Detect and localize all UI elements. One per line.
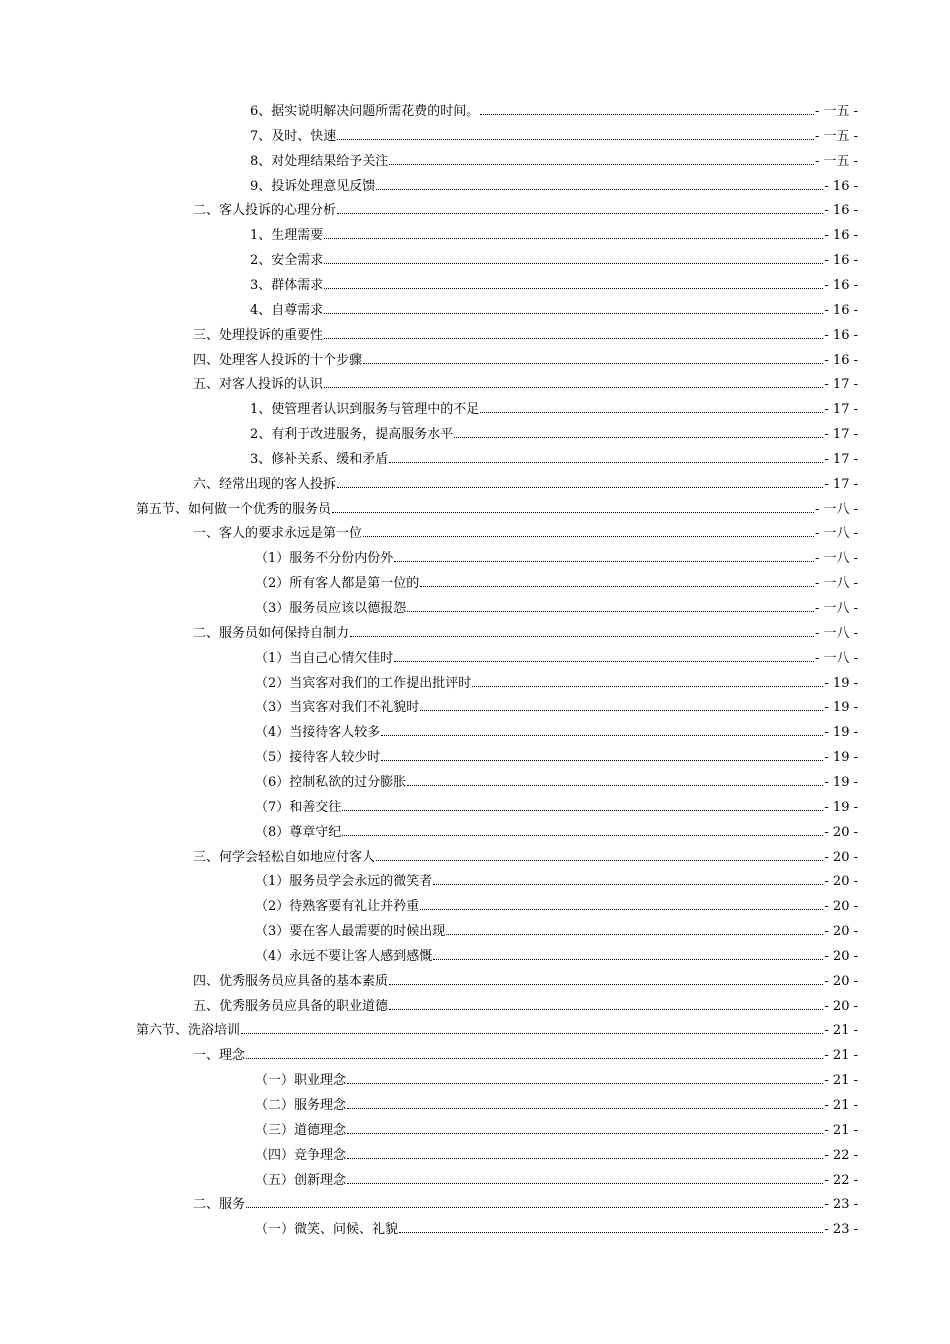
toc-entry-title: （6）控制私欲的过分膨胀: [255, 775, 407, 790]
toc-entry[interactable]: [136, 1020, 858, 1038]
toc-entry[interactable]: [255, 697, 858, 715]
toc-entry[interactable]: [250, 225, 858, 243]
toc-entry-title: 9、投诉处理意见反馈: [250, 179, 376, 194]
toc-entry[interactable]: [136, 499, 858, 517]
toc-dot-leader: [472, 685, 823, 687]
toc-entry-page-number: - 19 -: [824, 725, 858, 740]
toc-entry-page-number: - 21 -: [824, 1098, 858, 1113]
toc-entry-title: （7）和善交往: [255, 800, 342, 815]
toc-entry-page-number: - 23 -: [824, 1197, 858, 1212]
toc-dot-leader: [324, 287, 823, 289]
toc-entry-title: （2）所有客人都是第一位的: [255, 576, 420, 591]
toc-entry-title: 六、经常出现的客人投拆: [193, 477, 337, 492]
toc-entry[interactable]: [250, 300, 858, 318]
toc-dot-leader: [347, 1082, 823, 1084]
toc-entry-page-number: - 21 -: [824, 1023, 858, 1038]
toc-dot-leader: [337, 138, 814, 140]
toc-dot-leader: [376, 188, 823, 190]
toc-entry-title: 6、据实说明解决问题所需花费的时间。: [250, 104, 480, 119]
toc-dot-leader: [241, 1032, 823, 1034]
toc-entry[interactable]: [255, 797, 858, 815]
toc-entry[interactable]: [193, 350, 858, 368]
toc-entry[interactable]: [255, 772, 858, 790]
toc-dot-leader: [420, 709, 823, 711]
toc-dot-leader: [350, 635, 814, 637]
toc-entry[interactable]: [250, 424, 858, 442]
toc-dot-leader: [324, 312, 823, 314]
toc-entry-page-number: - 20 -: [824, 825, 858, 840]
toc-entry-title: 一、客人的要求永远是第一位: [193, 526, 363, 541]
toc-entry[interactable]: [250, 250, 858, 268]
toc-dot-leader: [389, 163, 814, 165]
toc-entry-title: 4、自尊需求: [250, 303, 324, 318]
toc-entry-title: （二）服务理念: [255, 1098, 347, 1113]
toc-entry-page-number: - 20 -: [824, 924, 858, 939]
toc-dot-leader: [337, 212, 823, 214]
toc-entry-page-number: - 17 -: [824, 477, 858, 492]
toc-entry[interactable]: [255, 648, 858, 666]
toc-entry-page-number: - 22 -: [824, 1173, 858, 1188]
toc-entry-title: 四、处理客人投诉的十个步骤: [193, 353, 363, 368]
toc-entry-title: （3）当宾客对我们不礼貌时: [255, 700, 420, 715]
toc-entry[interactable]: [255, 548, 858, 566]
toc-entry[interactable]: [250, 399, 858, 417]
toc-entry[interactable]: [255, 946, 858, 964]
toc-entry-title: （8）尊章守纪: [255, 825, 342, 840]
toc-dot-leader: [324, 337, 823, 339]
toc-dot-leader: [342, 809, 823, 811]
toc-entry-page-number: - 16 -: [824, 278, 858, 293]
toc-entry-page-number: - 20 -: [824, 999, 858, 1014]
toc-entry-page-number: - 19 -: [824, 700, 858, 715]
toc-dot-leader: [376, 859, 823, 861]
toc-entry-page-number: - 16 -: [824, 228, 858, 243]
toc-dot-leader: [420, 585, 814, 587]
toc-dot-leader: [381, 734, 823, 736]
toc-entry-title: 第六节、洗浴培训: [136, 1023, 241, 1038]
toc-entry-title: 2、有利于改进服务，提高服务水平: [250, 427, 454, 442]
toc-entry[interactable]: [255, 1120, 858, 1138]
toc-entry-title: 7、及时、快速: [250, 129, 337, 144]
toc-entry-page-number: - 17 -: [824, 402, 858, 417]
toc-entry[interactable]: [255, 722, 858, 740]
toc-dot-leader: [246, 1206, 823, 1208]
toc-entry-page-number: - 21 -: [824, 1048, 858, 1063]
toc-entry[interactable]: [255, 921, 858, 939]
toc-dot-leader: [480, 411, 823, 413]
toc-entry-page-number: - 一八 -: [814, 601, 858, 616]
toc-entry-title: 五、优秀服务员应具备的职业道德: [193, 999, 389, 1014]
toc-entry-title: 2、安全需求: [250, 253, 324, 268]
toc-entry-page-number: - 一五 -: [814, 104, 858, 119]
toc-entry[interactable]: [193, 971, 858, 989]
toc-entry[interactable]: [193, 474, 858, 492]
toc-entry-page-number: - 23 -: [824, 1222, 858, 1237]
toc-entry-page-number: - 19 -: [824, 676, 858, 691]
toc-entry-page-number: - 16 -: [824, 328, 858, 343]
toc-dot-leader: [363, 362, 823, 364]
toc-entry-page-number: - 16 -: [824, 353, 858, 368]
toc-entry-page-number: - 16 -: [824, 203, 858, 218]
toc-entry-page-number: - 一八 -: [814, 626, 858, 641]
toc-dot-leader: [446, 933, 823, 935]
toc-dot-leader: [399, 1231, 823, 1233]
toc-entry-page-number: - 20 -: [824, 949, 858, 964]
toc-entry[interactable]: [250, 275, 858, 293]
toc-entry-title: （一）微笑、问候、礼貌: [255, 1222, 399, 1237]
toc-entry-title: 三、何学会轻松自如地应付客人: [193, 850, 376, 865]
toc-dot-leader: [363, 535, 814, 537]
toc-entry-title: 二、服务员如何保持自制力: [193, 626, 350, 641]
toc-entry-page-number: - 17 -: [824, 427, 858, 442]
toc-entry-title: （4）当接待客人较多: [255, 725, 381, 740]
toc-entry-page-number: - 一五 -: [814, 129, 858, 144]
toc-entry[interactable]: [255, 1219, 858, 1237]
toc-entry[interactable]: [250, 126, 858, 144]
toc-entry[interactable]: [255, 573, 858, 591]
toc-entry-page-number: - 21 -: [824, 1073, 858, 1088]
toc-dot-leader: [337, 486, 823, 488]
toc-entry-page-number: - 19 -: [824, 775, 858, 790]
toc-entry[interactable]: [255, 871, 858, 889]
toc-entry-title: （5）接待客人较少时: [255, 750, 381, 765]
toc-entry-title: （4）永远不要让客人感到感慨: [255, 949, 433, 964]
toc-dot-leader: [324, 237, 823, 239]
toc-dot-leader: [324, 386, 823, 388]
toc-dot-leader: [347, 1132, 823, 1134]
toc-entry[interactable]: [193, 200, 858, 218]
toc-entry[interactable]: [250, 176, 858, 194]
toc-entry-page-number: - 20 -: [824, 899, 858, 914]
toc-entry[interactable]: [250, 449, 858, 467]
toc-entry-title: 1、使管理者认识到服务与管理中的不足: [250, 402, 480, 417]
toc-entry-title: （一）职业理念: [255, 1073, 347, 1088]
toc-dot-leader: [407, 610, 814, 612]
toc-entry-page-number: - 21 -: [824, 1123, 858, 1138]
toc-entry-title: （2）待熟客要有礼让并矜重: [255, 899, 420, 914]
toc-entry[interactable]: [255, 822, 858, 840]
toc-dot-leader: [381, 759, 823, 761]
toc-dot-leader: [480, 113, 814, 115]
toc-entry-title: （1）服务员学会永远的微笑者: [255, 874, 433, 889]
toc-entry[interactable]: [255, 747, 858, 765]
toc-dot-leader: [347, 1107, 823, 1109]
toc-entry[interactable]: [193, 374, 858, 392]
toc-entry[interactable]: [255, 1145, 858, 1163]
toc-dot-leader: [347, 1182, 823, 1184]
toc-dot-leader: [332, 511, 814, 513]
toc-entry-title: （2）当宾客对我们的工作提出批评时: [255, 676, 472, 691]
toc-entry[interactable]: [193, 523, 858, 541]
toc-entry-title: （三）道德理念: [255, 1123, 347, 1138]
toc-entry-title: 三、处理投诉的重要性: [193, 328, 324, 343]
toc-dot-leader: [407, 784, 823, 786]
toc-dot-leader: [433, 883, 823, 885]
toc-entry[interactable]: [255, 896, 858, 914]
toc-entry[interactable]: [193, 325, 858, 343]
toc-entry[interactable]: [255, 673, 858, 691]
toc-entry[interactable]: [193, 996, 858, 1014]
toc-entry-page-number: - 20 -: [824, 850, 858, 865]
toc-dot-leader: [342, 834, 823, 836]
toc-entry-page-number: - 一八 -: [814, 526, 858, 541]
toc-entry-title: 3、修补关系、缓和矛盾: [250, 452, 389, 467]
toc-entry-title: 四、优秀服务员应具备的基本素质: [193, 974, 389, 989]
toc-entry-title: 8、对处理结果给予关注: [250, 154, 389, 169]
toc-entry-page-number: - 19 -: [824, 800, 858, 815]
toc-dot-leader: [246, 1057, 823, 1059]
toc-entry-page-number: - 17 -: [824, 377, 858, 392]
toc-entry-title: 3、群体需求: [250, 278, 324, 293]
toc-entry-page-number: - 19 -: [824, 750, 858, 765]
toc-entry[interactable]: [250, 101, 858, 119]
toc-entry-title: 二、服务: [193, 1197, 246, 1212]
toc-entry-title: （3）要在客人最需要的时候出现: [255, 924, 446, 939]
toc-entry-title: 第五节、如何做一个优秀的服务员: [136, 502, 332, 517]
toc-entry[interactable]: [193, 1194, 858, 1212]
toc-dot-leader: [389, 1008, 823, 1010]
toc-entry-page-number: - 20 -: [824, 874, 858, 889]
toc-entry-title: （3）服务员应该以德报怨: [255, 601, 407, 616]
toc-dot-leader: [389, 983, 823, 985]
toc-entry[interactable]: [255, 1070, 858, 1088]
toc-entry[interactable]: [193, 847, 858, 865]
toc-entry-page-number: - 16 -: [824, 179, 858, 194]
toc-entry-title: 二、客人投诉的心理分析: [193, 203, 337, 218]
toc-dot-leader: [420, 908, 823, 910]
toc-dot-leader: [394, 560, 814, 562]
toc-entry-title: 一、理念: [193, 1048, 246, 1063]
toc-entry-page-number: - 16 -: [824, 303, 858, 318]
toc-entry-title: 五、对客人投诉的认识: [193, 377, 324, 392]
toc-dot-leader: [454, 436, 823, 438]
toc-entry-page-number: - 一五 -: [814, 154, 858, 169]
toc-entry-title: （四）竞争理念: [255, 1148, 347, 1163]
toc-entry-page-number: - 17 -: [824, 452, 858, 467]
toc-entry-title: （五）创新理念: [255, 1173, 347, 1188]
toc-entry-page-number: - 20 -: [824, 974, 858, 989]
toc-entry[interactable]: [193, 1045, 858, 1063]
toc-dot-leader: [433, 958, 823, 960]
toc-dot-leader: [324, 262, 823, 264]
toc-entry-page-number: - 16 -: [824, 253, 858, 268]
toc-entry[interactable]: [255, 1170, 858, 1188]
toc-entry[interactable]: [193, 623, 858, 641]
toc-entry-page-number: - 22 -: [824, 1148, 858, 1163]
toc-entry-title: （1）当自己心情欠佳时: [255, 651, 394, 666]
toc-entry-title: （1）服务不分份内份外: [255, 551, 394, 566]
toc-entry[interactable]: [255, 598, 858, 616]
toc-entry-title: 1、生理需要: [250, 228, 324, 243]
toc-entry-page-number: - 一八 -: [814, 551, 858, 566]
toc-entry[interactable]: [255, 1095, 858, 1113]
toc-dot-leader: [394, 660, 814, 662]
toc-entry-page-number: - 一八 -: [814, 576, 858, 591]
toc-entry[interactable]: [250, 151, 858, 169]
toc-entry-page-number: - 一八 -: [814, 651, 858, 666]
toc-dot-leader: [389, 461, 823, 463]
toc-entry-page-number: - 一八 -: [814, 502, 858, 517]
toc-dot-leader: [347, 1157, 823, 1159]
